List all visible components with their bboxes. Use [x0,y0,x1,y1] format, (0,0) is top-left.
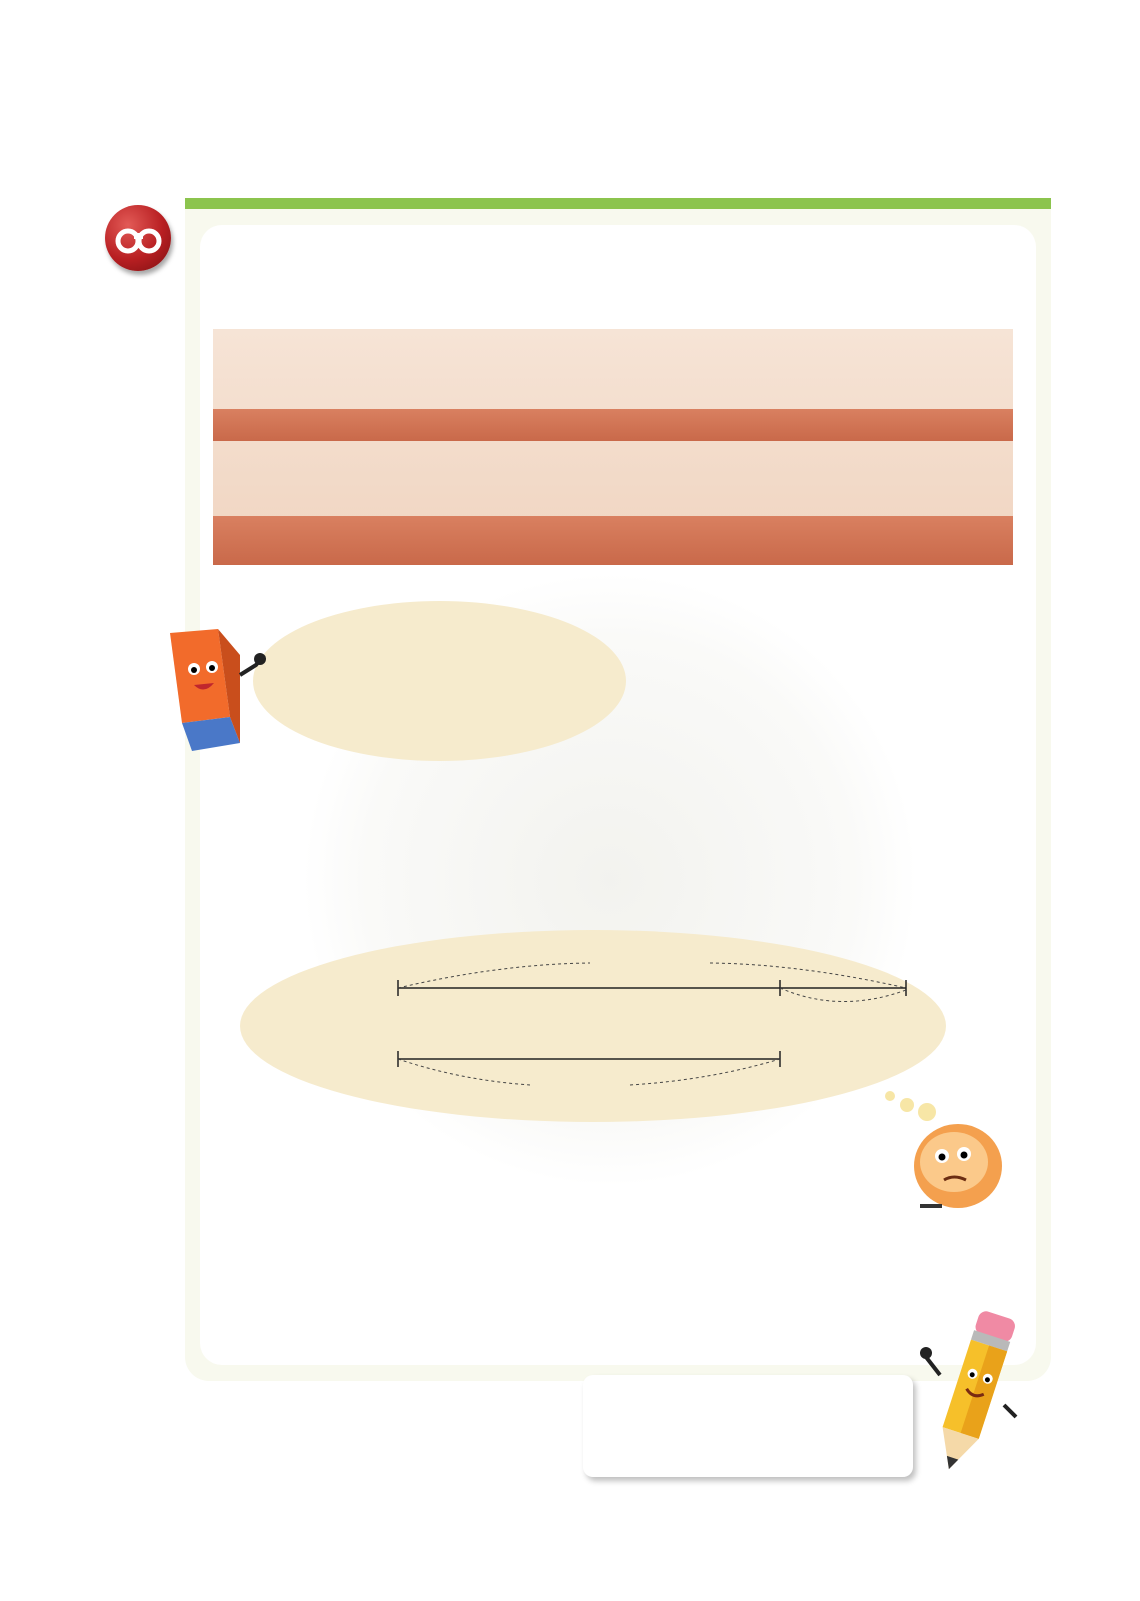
lower-shelf [213,516,1013,565]
problem1-summary-bubble [253,601,626,761]
thinking-mascot-icon [880,1088,1020,1232]
section-header-bar [185,198,1051,209]
book-mascot-icon [156,625,272,759]
upper-shelf [213,409,1013,441]
segment-diagram [240,930,946,1122]
pencil-mascot-icon [918,1305,1028,1489]
know-box [583,1375,913,1477]
cars-illustration [213,329,1013,565]
binoculars-icon [105,205,171,271]
